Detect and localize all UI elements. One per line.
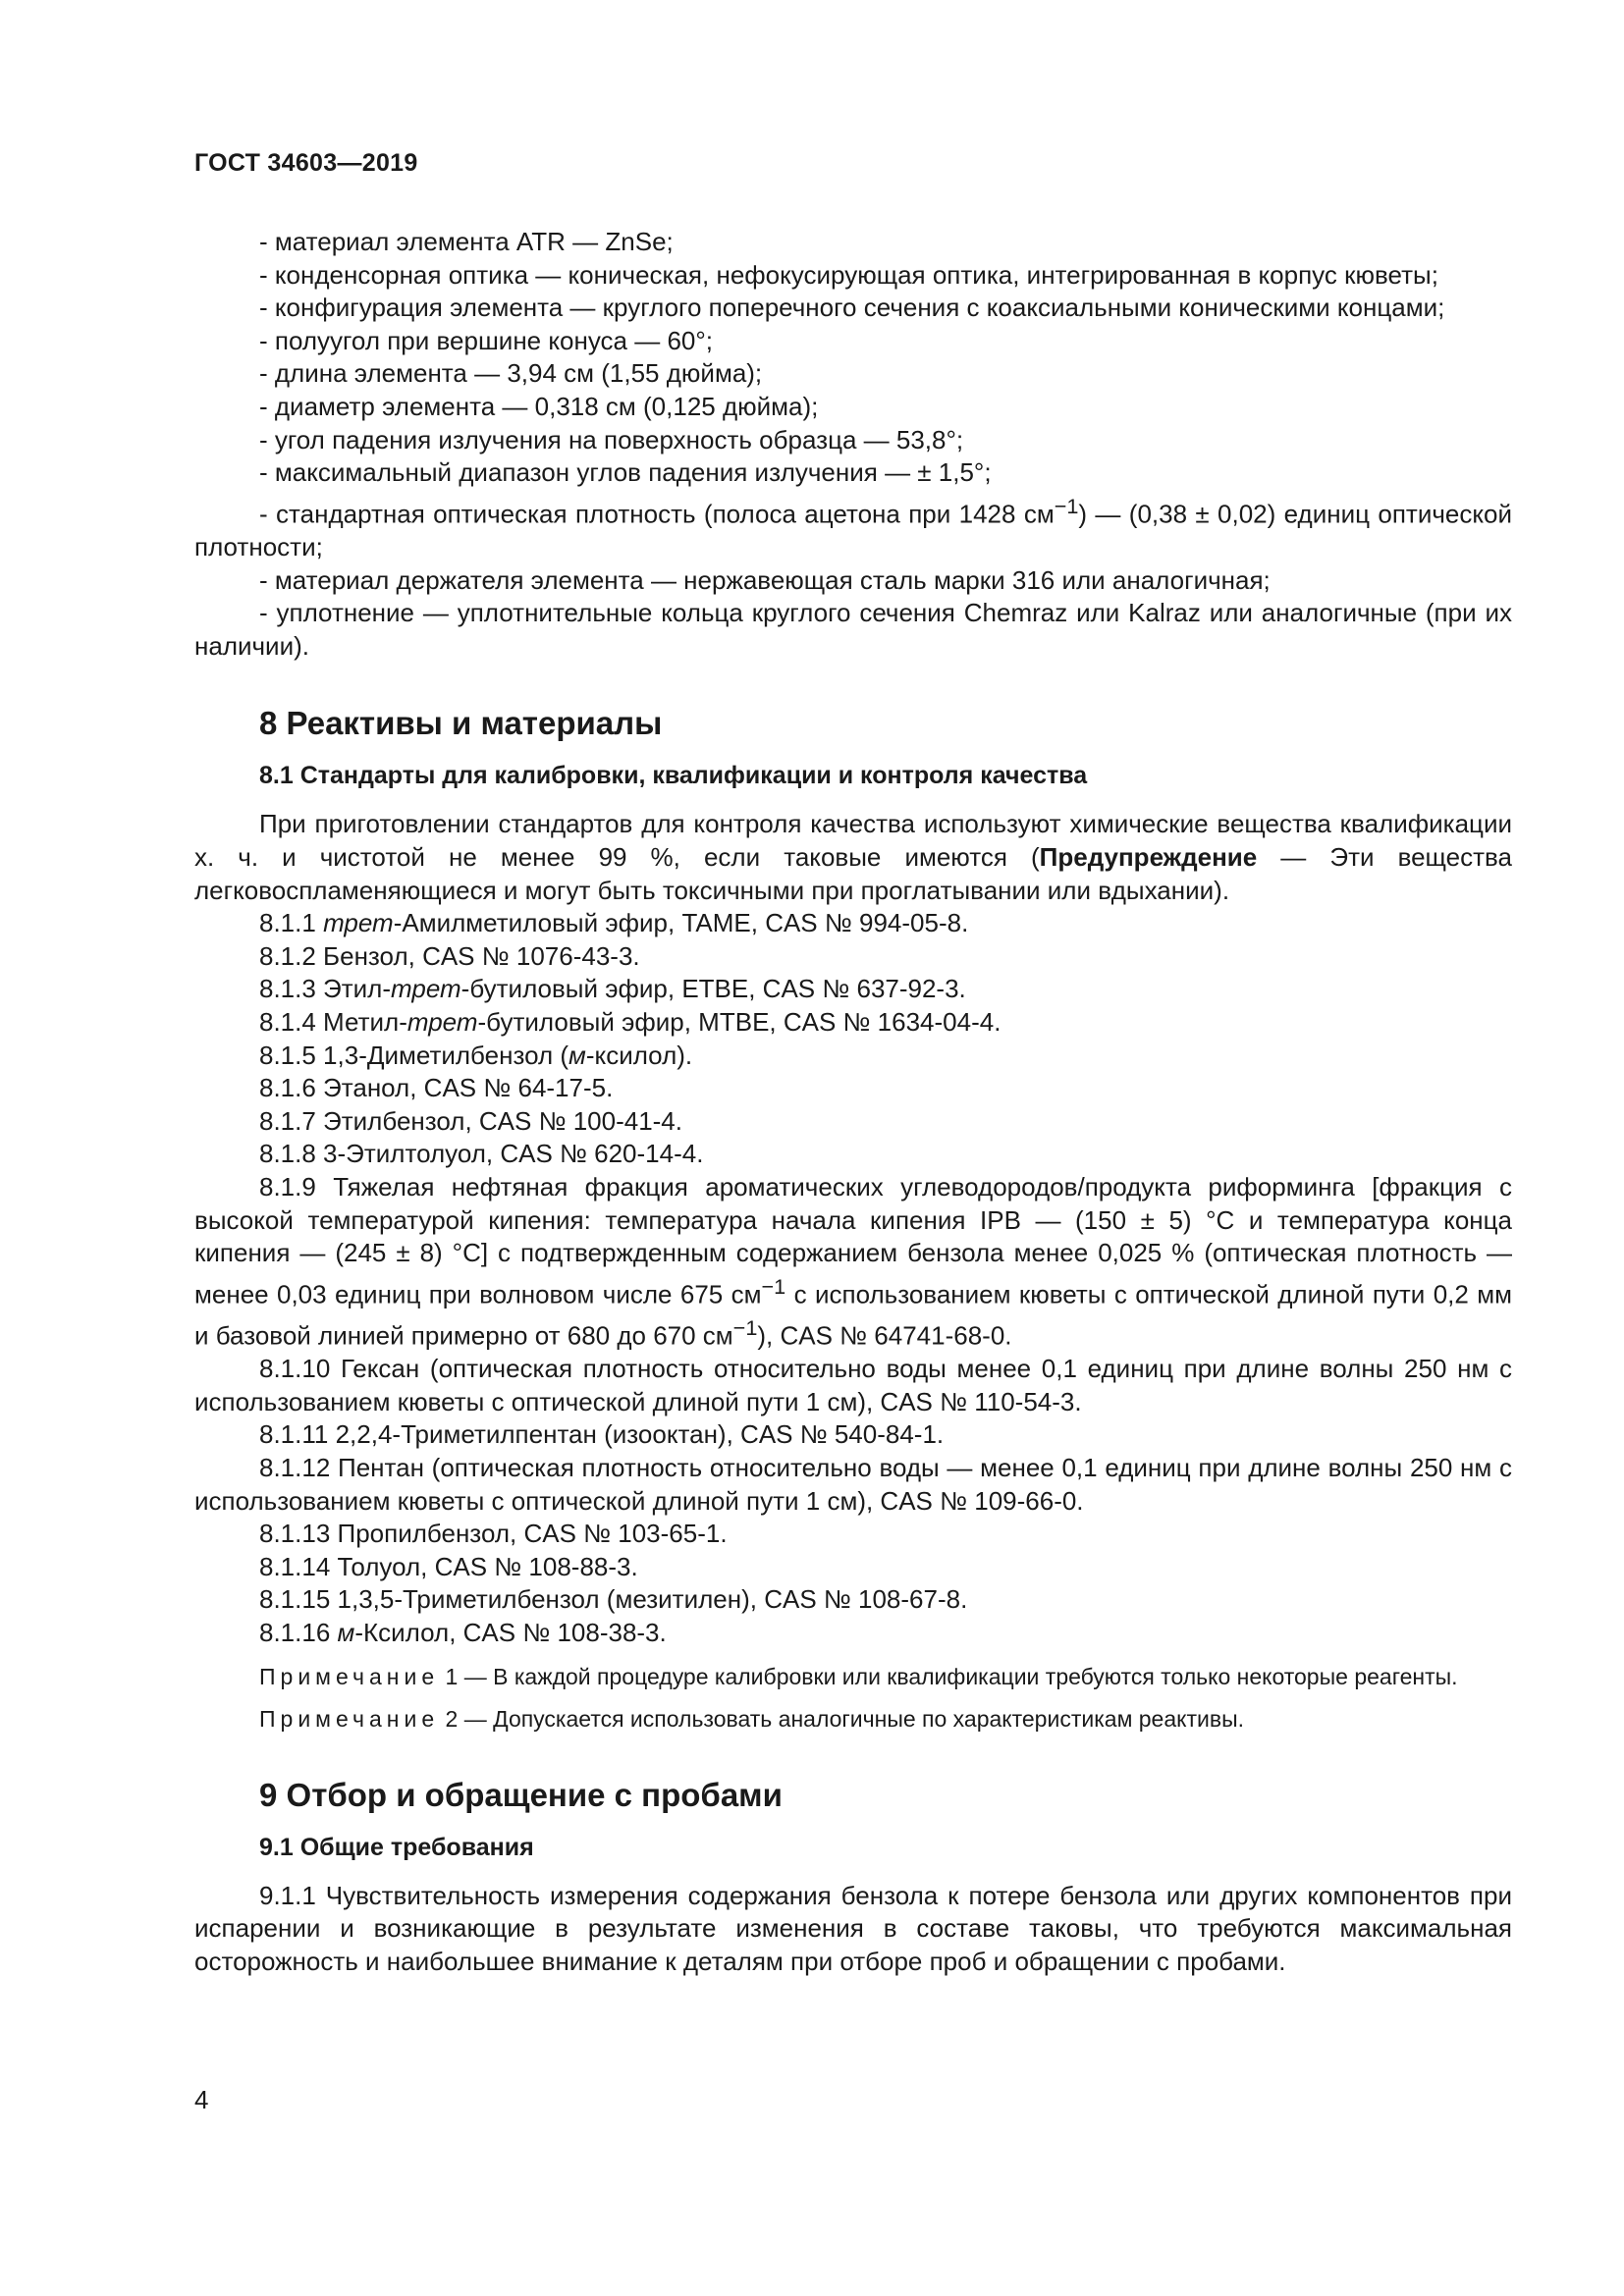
reagent-item: 8.1.8 3-Этилтолуол, CAS № 620-14-4. — [259, 1139, 704, 1169]
reagent-item: 8.1.11 2,2,4-Триметилпентан (изооктан), CAS № 540-84-1. — [259, 1419, 945, 1450]
note-text: 2 — Допускается использовать аналогичные по характеристикам реактивы. — [439, 1705, 1244, 1732]
note-1 — [194, 1662, 1512, 1692]
reagent-item — [194, 1617, 1512, 1650]
text-run: — Эти вещества легковоспламеняющиеся и могут быть токсичными при проглатывании или вдыхании). — [194, 841, 1513, 905]
superscript: −1 — [732, 1314, 758, 1340]
text-run: ) — (0,38 ± 0,02) единиц оптической плотности; — [194, 499, 1512, 561]
note-label: Примечание — [259, 1663, 440, 1689]
text-run: 8.1.3 Этил- — [259, 974, 391, 1004]
text-run: 8.1.5 1,3-Диметилбензол ( — [259, 1040, 569, 1070]
text-run: 8.1.9 Тяжелая нефтяная фракция ароматических углеводородов/продукта риформинга [фракция с высокой температурой кипения: температура начала кипения IPB — (150 ± 5) °С и температура конца кипения — (245 ± 8) °С] с подтвержденным содержанием бензола менее 0,025 % (оптическая плотность — менее 0,03 единиц при волновом числе 675 см — [194, 1171, 1512, 1309]
reagent-item: 8.1.14 Толуол, CAS № 108-88-3. — [259, 1551, 638, 1581]
list-item: - максимальный диапазон углов падения излучения — ± 1,5°; — [259, 457, 992, 488]
reagent-item: 8.1.15 1,3,5-Триметилбензол (мезитилен), CAS № 108-67-8. — [259, 1584, 968, 1615]
warning-label: Предупреждение — [1039, 841, 1258, 872]
superscript: −1 — [1054, 493, 1079, 518]
italic-run: м — [568, 1040, 586, 1070]
text-run: -бутиловый эфир, ETBE, CAS № 637-92-3. — [460, 974, 966, 1004]
list-item: - материал держателя элемента — нержавеющая сталь марки 316 или аналогичная; — [259, 564, 1271, 595]
note-label: Примечание — [259, 1705, 440, 1732]
list-item: - угол падения излучения на поверхность образца — 53,8°; — [259, 424, 964, 454]
reagent-item — [194, 1171, 1512, 1353]
text-run: При приготовлении стандартов для контроля качества используют химические вещества квалификации х. ч. и чистотой не менее 99 %, если таковые имеются ( — [194, 809, 1512, 872]
list-item: - материал элемента ATR — ZnSe; — [259, 227, 674, 256]
reagent-item — [194, 1006, 1512, 1040]
reagent-item — [194, 973, 1512, 1006]
text-run: ), CAS № 64741-68-0. — [757, 1320, 1012, 1351]
text-run: -бутиловый эфир, MTBE, CAS № 1634-04-4. — [477, 1006, 1001, 1037]
page-number: 4 — [194, 2085, 209, 2114]
reagent-item: 8.1.6 Этанол, CAS № 64-17-5. — [259, 1073, 614, 1103]
list-item: - длина элемента — 3,94 см (1,55 дюйма); — [259, 358, 763, 389]
list-item: - уплотнение — уплотнительные кольца круглого сечения Chemraz или Kalraz или аналогичные (при их наличии). — [194, 598, 1512, 661]
text-run: - стандартная оптическая плотность (полоса ацетона при 1428 см — [259, 499, 1055, 529]
text-run: -ксилол). — [585, 1040, 693, 1070]
italic-run: м — [337, 1617, 355, 1647]
reagent-item: 8.1.10 Гексан (оптическая плотность относительно воды менее 0,1 единиц при длине волны 250 нм с использованием кюветы с оптической длиной пути 1 см), CAS № 110-54-3. — [194, 1354, 1512, 1416]
section-9-title: 9 Отбор и обращение с пробами — [259, 1776, 783, 1813]
list-item — [194, 490, 1512, 564]
text-run: с использованием кюветы с оптической длиной пути 0,2 мм и базовой линией примерно от 680 до 670 см — [194, 1279, 1512, 1351]
subsection-9-1-title: 9.1 Общие требования — [259, 1833, 534, 1861]
text-run: -Ксилол, CAS № 108-38-3. — [354, 1617, 667, 1647]
section-8-title: 8 Реактивы и материалы — [259, 705, 663, 742]
paragraph-9-1-1: 9.1.1 Чувствительность измерения содержания бензола к потере бензола или других компонентов при испарении и возникающие в результате изменения в составе таковы, что требуются максимальная осторожность и наибольшее внимание к деталям при отборе проб и обращении с пробами. — [194, 1880, 1512, 1976]
superscript: −1 — [761, 1273, 786, 1299]
text-run: 8.1.16 — [259, 1617, 338, 1647]
subsection-8-1-title: 8.1 Стандарты для калибровки, квалификации и контроля качества — [259, 762, 1088, 790]
note-text: 1 — В каждой процедуре калибровки или квалификации требуются только некоторые реагенты. — [439, 1663, 1458, 1689]
reagent-item — [194, 907, 1512, 940]
italic-run: трет — [391, 974, 461, 1004]
text-run: 8.1.4 Метил- — [259, 1006, 407, 1037]
text-run: -Амилметиловый эфир, TAME, CAS № 994-05-8. — [393, 908, 969, 938]
list-item: - диаметр элемента — 0,318 см (0,125 дюйма); — [259, 391, 819, 421]
reagent-item: 8.1.2 Бензол, CAS № 1076-43-3. — [259, 940, 640, 971]
text-run: 8.1.1 — [259, 908, 324, 938]
note-2 — [194, 1704, 1512, 1735]
reagent-item: 8.1.12 Пентан (оптическая плотность относительно воды — менее 0,1 единиц при длине волны 250 нм с использованием кюветы с оптической длиной пути 1 см), CAS № 109-66-0. — [194, 1452, 1512, 1516]
reagent-item: 8.1.13 Пропилбензол, CAS № 103-65-1. — [259, 1519, 728, 1549]
reagent-item — [194, 1040, 1512, 1073]
reagent-item: 8.1.7 Этилбензол, CAS № 100-41-4. — [259, 1105, 682, 1136]
document-header: ГОСТ 34603—2019 — [194, 149, 418, 177]
list-item: - конфигурация элемента — круглого поперечного сечения с коаксиальными коническими концами; — [259, 293, 1445, 323]
list-item: - полуугол при вершине конуса — 60°; — [259, 325, 714, 355]
italic-run: трет — [323, 908, 394, 938]
section-8-1-intro — [194, 808, 1512, 907]
italic-run: трет — [406, 1006, 478, 1037]
document-body — [194, 226, 1512, 1978]
list-item: - конденсорная оптика — коническая, нефокусирующая оптика, интегрированная в корпус кюветы; — [259, 259, 1438, 290]
